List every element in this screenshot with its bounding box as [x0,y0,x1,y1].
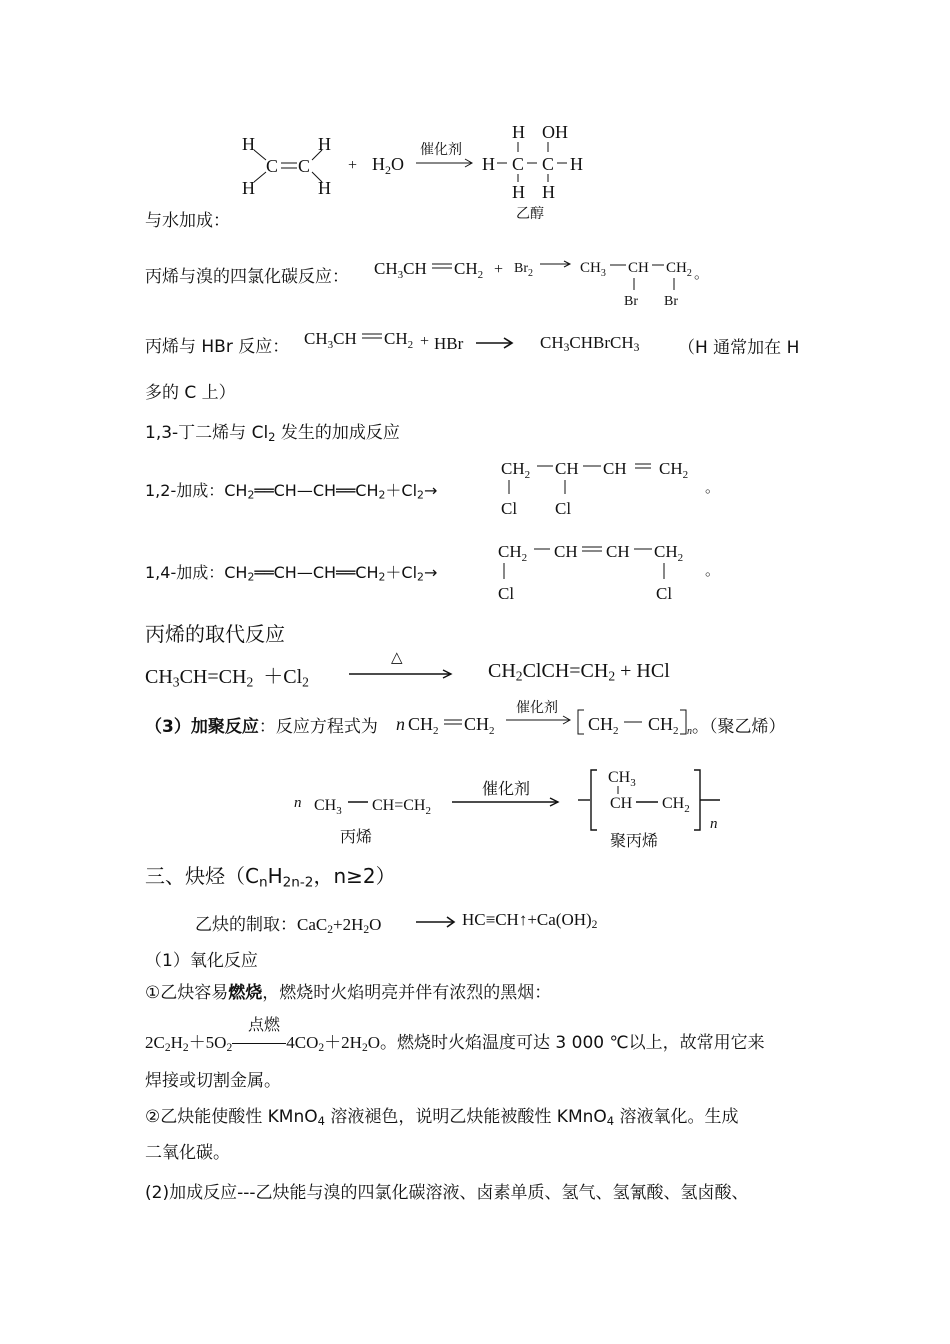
svg-text:CH2: $CH_2$ [498,542,528,564]
svg-text:CH: CH [603,459,627,478]
catalyst-label: 催化剂 [420,142,462,158]
polyethylene-equation [394,696,694,744]
svg-text:n: n [687,726,692,737]
svg-text:CH3: $CH_3$ [608,769,636,789]
plus-sign: + [348,157,358,174]
combustion-line: $2C_2H_2+5O_2$ $4CO_2+2H_2O$。燃烧时火焰温度可达 3 000 ℃以上，故常用它来 [145,1033,765,1054]
substitution-arrow [345,644,455,684]
add12-label: 1,2-加成：$CH_2══CH—CH══CH_2+Cl_2\to$ [145,481,438,502]
svg-text:+: + [420,333,430,350]
svg-text:Cl: Cl [656,584,673,603]
svg-text:n: n [294,795,302,811]
svg-text:CH2: $CH_2$ [384,329,414,351]
markovnikov-note-1: （H 通常加在 H [678,338,800,358]
atom-h: H [482,154,495,174]
addition-line: (2)加成反应---乙炔能与溴的四氯化碳溶液、卤素单质、氢气、氢氰酸、氢卤酸、 [145,1183,749,1203]
svg-text:催化剂: 催化剂 [516,700,558,716]
water-addition-caption: 与水加成： [145,211,230,231]
add14-label: 1,4-加成：$CH_2══CH—CH══CH_2+Cl_2\to$ [145,563,438,584]
combustion-line-2: 焊接或切割金属。 [145,1071,281,1091]
polymer-line: （3）加聚反应：反应方程式为 [145,717,378,737]
substitution-reactant: $CH_3CH=CH_2 +Cl_2$ [145,666,309,690]
svg-text:CH2: $CH_2$ [654,542,684,564]
polypropylene-equation [288,760,728,856]
svg-text:CH2: $CH_2$ [659,459,689,481]
svg-text:Br2: $Br_2$ [514,261,533,279]
markovnikov-note-2: 多的 C 上） [145,383,236,403]
burning-line: ①乙炔容易燃烧，燃烧时火焰明亮并伴有浓烈的黑烟： [145,983,552,1003]
svg-text:CH: CH [628,260,649,276]
svg-text:。: 。 [705,478,721,496]
svg-text:催化剂: 催化剂 [482,779,531,798]
atom-oh: OH [542,122,568,142]
svg-text:CH3CH: $CH_3CH$ [304,329,357,351]
svg-text:+: + [494,261,504,278]
add14-product [492,535,725,607]
atom-c: C [266,156,279,176]
atom-h: H [318,178,331,198]
svg-text:CH: CH [610,795,633,812]
polyethylene-note: 。（聚乙烯） [692,717,786,737]
svg-text:Br: Br [664,294,678,309]
svg-text:Cl: Cl [555,499,572,518]
atom-h: H [242,134,255,154]
atom-c: C [512,154,525,174]
atom-c: C [542,154,555,174]
svg-text:CH2: $CH_2$ [454,259,484,281]
ethanol-label: 乙醇 [516,206,544,222]
svg-text:Cl: Cl [501,499,518,518]
preparation-arrow [414,910,458,934]
acetylene-preparation: 乙炔的制取：$CaC_2+2H_2O$ [195,915,382,936]
atom-c: C [298,156,311,176]
atom-h: H [512,182,525,202]
svg-text:聚丙烯: 聚丙烯 [610,831,659,850]
svg-text:n: n [396,714,405,734]
acetylene-products: $HC\equiv CH↑+Ca(OH)_2$ [462,910,598,931]
svg-text:CH: CH [555,459,579,478]
ignition-label: 点燃 [248,1015,281,1034]
substitution-product: $CH_2ClCH=CH_2$ + HCl [488,660,670,684]
ethylene-water-equation [236,118,596,228]
svg-text:△: △ [391,650,403,666]
svg-text:CH2: $CH_2$ [648,714,679,737]
propene-hbr-product: $CH_3CHBrCH_3$ [540,333,640,354]
svg-text:n: n [710,816,718,832]
atom-h: H [512,122,525,142]
svg-text:CH=CH2: $CH=CH_2$ [372,797,431,817]
oxidation-heading: （1）氧化反应 [145,951,258,971]
svg-text:CH2: $CH_2$ [662,795,690,815]
kmno4-line-2: 二氧化碳。 [145,1143,230,1163]
alkyne-heading: 三、炔烃（$C_nH_{2n-2}$，n≥2） [145,864,396,891]
svg-text:CH: CH [606,542,630,561]
atom-h: H [318,134,331,154]
atom-h: H [570,154,583,174]
svg-text:Cl: Cl [498,584,515,603]
propene-hbr-label: 丙烯与 HBr 反应： [145,337,290,357]
atom-h: H [242,178,255,198]
svg-text:CH3: $CH_3$ [314,797,342,817]
add12-product [495,452,725,522]
propene-br2-equation [370,252,715,310]
substitution-heading: 丙烯的取代反应 [145,622,285,646]
svg-text:。: 。 [694,264,710,282]
svg-text:CH3: $CH_3$ [580,260,606,279]
svg-text:CH2: $CH_2$ [588,714,619,737]
svg-text:CH3CH: $CH_3CH$ [374,259,427,281]
butadiene-heading: 1,3-丁二烯与 $Cl_2$ 发生的加成反应 [145,423,400,444]
svg-text:HBr: HBr [434,334,464,353]
svg-text:CH2: $CH_2$ [408,714,439,737]
water-formula: $H_2O$ [372,154,404,177]
svg-text:CH2: $CH_2$ [464,714,495,737]
svg-text:CH2: $CH_2$ [501,459,531,481]
svg-text:Br: Br [624,294,638,309]
svg-text:。: 。 [705,561,721,579]
svg-text:CH: CH [554,542,578,561]
propene-br2-label: 丙烯与溴的四氯化碳反应： [145,267,349,287]
svg-text:CH2: $CH_2$ [666,260,692,279]
atom-h: H [542,182,555,202]
propene-hbr-equation [300,322,560,362]
kmno4-line: ②乙炔能使酸性 KMnO$_4$ 溶液褪色，说明乙炔能被酸性 KMnO$_4$ 溶液氧化。生成 [145,1107,739,1128]
svg-text:丙烯: 丙烯 [340,827,373,846]
